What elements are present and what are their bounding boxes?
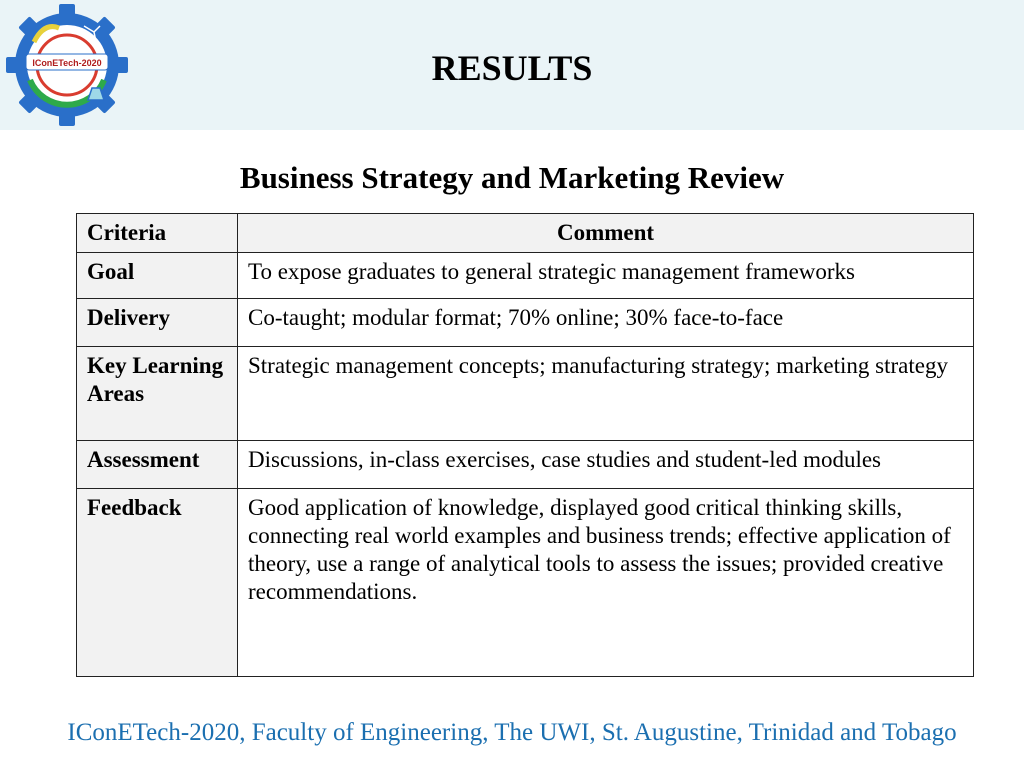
table-row-feedback — [77, 489, 974, 677]
table-title: Business Strategy and Marketing Review — [239, 160, 785, 195]
criteria-cell: Delivery — [77, 299, 238, 347]
page-title: RESULTS — [431, 48, 593, 88]
comment-cell: Co-taught; modular format; 70% online; 30% face-to-face — [238, 299, 974, 347]
table-row-goal — [77, 253, 974, 299]
criteria-column-header: Criteria — [77, 214, 238, 253]
criteria-cell: Feedback — [77, 489, 238, 677]
criteria-cell: Assessment — [77, 441, 238, 489]
criteria-cell: Goal — [77, 253, 238, 299]
comment-cell: Discussions, in-class exercises, case studies and student-led modules — [238, 441, 974, 489]
comment-cell: To expose graduates to general strategic management frameworks — [238, 253, 974, 299]
comment-column-header: Comment — [238, 214, 974, 253]
comment-cell: Strategic management concepts; manufacturing strategy; marketing strategy — [238, 347, 974, 441]
table-row-delivery — [77, 299, 974, 347]
table-row-key-learning-areas — [77, 347, 974, 441]
logo-text: IConETech-2020 — [32, 58, 102, 68]
criteria-cell: Key Learning Areas — [77, 347, 238, 441]
footer-text: IConETech-2020, Faculty of Engineering, The UWI, St. Augustine, Trinidad and Tobago — [67, 719, 957, 746]
table-row-assessment — [77, 441, 974, 489]
comment-cell: Good application of knowledge, displayed good critical thinking skills, connecting real world examples and business trends; effective application of theory, use a range of analytical tools to assess the issues; provided creative recommendations. — [238, 489, 974, 677]
table-header-row — [77, 214, 974, 253]
review-table — [76, 213, 974, 677]
